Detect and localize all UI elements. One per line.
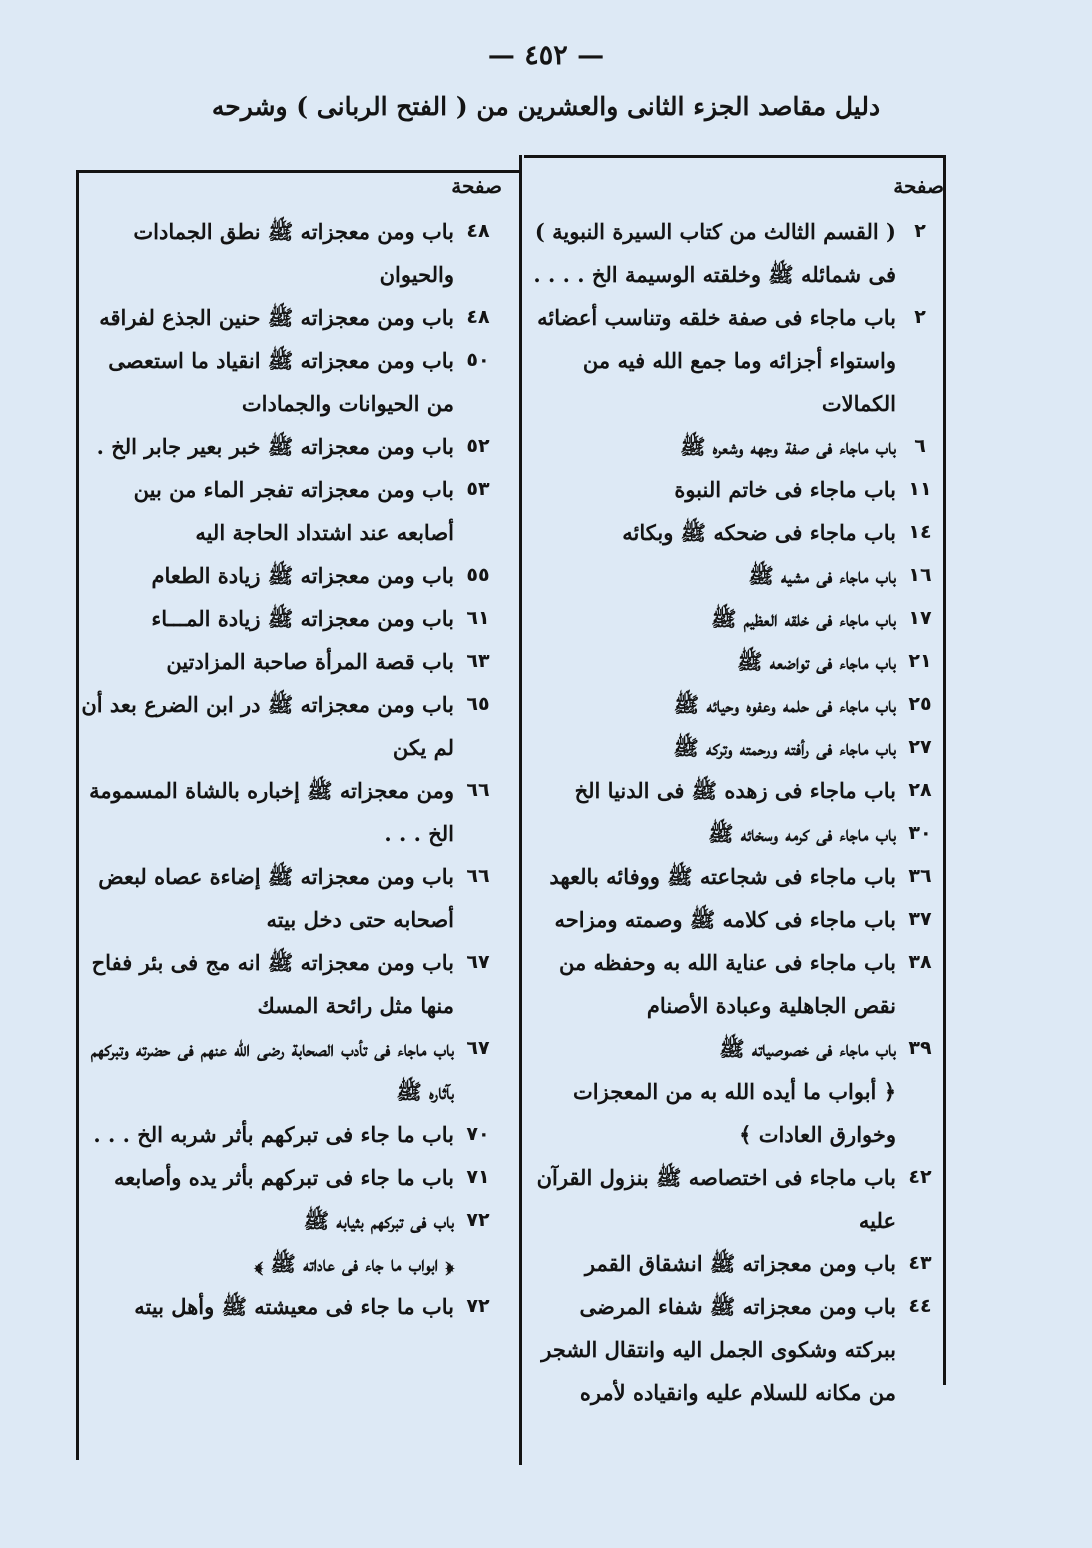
column-divider (519, 155, 522, 1465)
page-ref-number: ١٦ (908, 564, 932, 586)
contents-entry (74, 640, 502, 683)
page-ref-number: ٤٢ (908, 1166, 932, 1188)
entry-title: باب ومن معجزاته ﷺ زيادة الطعام (151, 563, 454, 588)
entry-title: باب فى تبركهم بثيابه ﷺ (303, 1208, 454, 1233)
entry-title: باب ومن معجزاته ﷺ حنين الجذع لفراقه (99, 305, 454, 330)
entry-title: باب ماجاء فى اختصاصه ﷺ بنزول القرآن عليه (536, 1165, 896, 1233)
contents-column-right (524, 168, 944, 1414)
contents-entry (74, 1285, 502, 1328)
entry-title: باب ماجاء فى تأدب الصحابة رضى الله عنهم فى حضرته وتبركهم بآثاره ﷺ (90, 1036, 454, 1104)
page-ref-number: ٣٩ (908, 1037, 932, 1059)
entry-title: باب ومن معجزاته ﷺ انشقاق القمر (584, 1251, 896, 1276)
contents-entry (524, 597, 944, 640)
entry-title: باب ومن معجزاته ﷺ در ابن الضرع بعد أن لم يكن (81, 692, 454, 760)
page-ref-number: ٦٦ (466, 779, 490, 801)
contents-entry (74, 210, 502, 296)
contents-entry (524, 769, 944, 812)
contents-entry (524, 683, 944, 726)
contents-entry (524, 1285, 944, 1414)
page-ref-number: ٦١ (466, 607, 490, 629)
entry-title: باب ما جاء فى معيشته ﷺ وأهل بيته (134, 1294, 454, 1319)
page-ref-number: ٣٠ (908, 822, 932, 844)
contents-entry (524, 855, 944, 898)
contents-entry (524, 425, 944, 468)
entry-title: باب ماجاء فى صفة خلقه وتناسب أعضائه واستواء أجزائه وما جمع الله فيه من الكمالات (537, 305, 896, 416)
page-ref-number: ١٤ (908, 521, 932, 543)
entry-title: باب ماجاء فى ضحكه ﷺ وبكائه (622, 520, 896, 545)
entry-title: باب ماجاء فى زهده ﷺ فى الدنيا الخ (574, 778, 896, 803)
page-ref-number: ٢ (914, 306, 926, 328)
entry-title: باب ماجاء فى خصوصياته ﷺ (719, 1036, 896, 1061)
entry-title: باب ماجاء فى مشيه ﷺ (748, 563, 896, 588)
contents-entry (524, 898, 944, 941)
page-ref-number: ٢٨ (908, 779, 932, 801)
contents-entry (74, 425, 502, 468)
contents-entry (74, 769, 502, 855)
entry-title: باب ماجاء فى شجاعته ﷺ ووفائه بالعهد (549, 864, 896, 889)
page-ref-number: ٤٨ (466, 306, 490, 328)
page-number: — ٤٥٢ — (487, 40, 605, 71)
contents-entry (74, 1113, 502, 1156)
page-ref-number: ٧١ (466, 1166, 490, 1188)
entries-list (74, 210, 502, 1328)
contents-column-left (74, 168, 502, 1328)
entry-title: باب ماجاء فى صفة وجهه وشعره ﷺ (680, 434, 896, 459)
contents-entry (74, 1156, 502, 1199)
page-ref-number: ٥٥ (466, 564, 490, 586)
page-ref-number: ٦٧ (466, 951, 490, 973)
entry-title: باب ومن معجزاته ﷺ خبر بعير جابر الخ . (96, 434, 454, 459)
contents-entry (74, 683, 502, 769)
entry-title: باب ماجاء فى كلامه ﷺ وصمته ومزاحه (554, 907, 896, 932)
page-ref-number: ٢١ (908, 650, 932, 672)
page-ref-number: ٣٨ (908, 951, 932, 973)
contents-entry (524, 296, 944, 425)
contents-entry (524, 812, 944, 855)
entry-title: باب ومن معجزاته ﷺ زيادة المـــاء (151, 606, 454, 631)
entries-list (524, 210, 944, 1414)
entry-title: باب ماجاء فى خاتم النبوة (674, 477, 896, 502)
section-heading: ﴿ أبواب ما أيده الله به من المعجزات وخوارق العادات ﴾ (573, 1079, 896, 1147)
page-ref-number: ٢ (914, 220, 926, 242)
contents-entry (74, 339, 502, 425)
entry-title: باب ومن معجزاته ﷺ انقياد ما استعصى من الحيوانات والجمادات (108, 348, 454, 416)
entry-title: باب ماجاء فى كرمه وسخائه ﷺ (708, 821, 896, 846)
page-ref-number: ٤٨ (466, 220, 490, 242)
contents-entry (524, 726, 944, 769)
entry-title: باب ومن معجزاته ﷺ إضاءة عصاه لبعض أصحابه حتى دخل بيته (98, 864, 454, 932)
entry-title: باب ما جاء فى تبركهم بأثر يده وأصابعه (113, 1165, 454, 1190)
page-ref-number: ٦٧ (466, 1037, 490, 1059)
contents-entry (74, 941, 502, 1027)
page-ref-number: ٦٦ (466, 865, 490, 887)
page-title: دليل مقاصد الجزء الثانى والعشرين من ( الفتح الربانى ) وشرحه (211, 92, 881, 121)
page-ref-number: ٧٢ (466, 1209, 490, 1231)
contents-entry (524, 941, 944, 1027)
entry-title: باب ماجاء فى عناية الله به وحفظه من نقص الجاهلية وعبادة الأصنام (558, 950, 896, 1018)
entry-title: باب ماجاء فى خلقه العظيم ﷺ (711, 606, 896, 631)
entry-title: ومن معجزاته ﷺ إخباره بالشاة المسمومة الخ . . . (89, 778, 454, 846)
column-top-rule-right (524, 155, 944, 158)
contents-entry (74, 554, 502, 597)
page-column-label: صفحة (451, 174, 502, 198)
contents-entry (74, 1199, 502, 1242)
page-ref-number: ٥٢ (466, 435, 490, 457)
contents-entry (74, 855, 502, 941)
entry-title: باب ما جاء فى تبركهم بأثر شربه الخ . . . (93, 1122, 454, 1147)
page-ref-number: ١١ (908, 478, 932, 500)
section-heading: ﴿ ابواب ما جاء فى عاداته ﷺ ﴾ (254, 1251, 454, 1276)
contents-entry (524, 640, 944, 683)
page-ref-number: ٥٠ (466, 349, 490, 371)
entry-title: باب ومن معجزاته ﷺ انه مج فى بئر ففاح منها مثل رائحة المسك (91, 950, 454, 1018)
contents-entry (74, 1027, 502, 1113)
contents-entry (524, 1027, 944, 1070)
entry-title: باب ماجاء فى حلمه وعفوه وحيائه ﷺ (673, 692, 896, 717)
page-ref-number: ٣٦ (908, 865, 932, 887)
entry-title: باب قصة المرأة صاحبة المزادتين (166, 649, 454, 674)
entry-title: باب ومن معجزاته ﷺ نطق الجمادات والحيوان (133, 219, 454, 287)
page-ref-number: ٤٣ (908, 1252, 932, 1274)
page-ref-number: ٢٥ (908, 693, 932, 715)
page-ref-number: ٦٥ (466, 693, 490, 715)
entry-title: ( القسم الثالث من كتاب السيرة النبوية ) فى شمائله ﷺ وخلقته الوسيمة الخ . . . . (533, 219, 896, 287)
contents-entry (74, 468, 502, 554)
contents-entry (74, 296, 502, 339)
page-ref-number: ١٧ (908, 607, 932, 629)
entry-title: باب ماجاء فى رأفته ورحمته وتركه ﷺ (673, 735, 896, 760)
entry-title: باب ومن معجزاته ﷺ شفاء المرضى ببركته وشكوى الجمل اليه وانتقال الشجر من مكانه للسلام عليه وانقياده لأمره (541, 1294, 896, 1405)
page-ref-number: ٤٤ (908, 1295, 932, 1317)
contents-entry (524, 1242, 944, 1285)
page-column-label: صفحة (893, 174, 944, 198)
page-ref-number: ٥٣ (466, 478, 490, 500)
page-ref-number: ٦٣ (466, 650, 490, 672)
page-ref-number: ٧٠ (466, 1123, 490, 1145)
entry-title: باب ماجاء فى تواضعه ﷺ (737, 649, 896, 674)
contents-entry (524, 1156, 944, 1242)
entry-title: باب ومن معجزاته تفجر الماء من بين أصابعه عند اشتداد الحاجة اليه (133, 477, 454, 545)
contents-entry (524, 511, 944, 554)
contents-entry (74, 597, 502, 640)
contents-entry (524, 468, 944, 511)
contents-entry (524, 210, 944, 296)
page-ref-number: ٧٢ (466, 1295, 490, 1317)
page-ref-number: ٦ (914, 435, 926, 457)
page-ref-number: ٣٧ (908, 908, 932, 930)
page-ref-number: ٢٧ (908, 736, 932, 758)
contents-entry (524, 554, 944, 597)
